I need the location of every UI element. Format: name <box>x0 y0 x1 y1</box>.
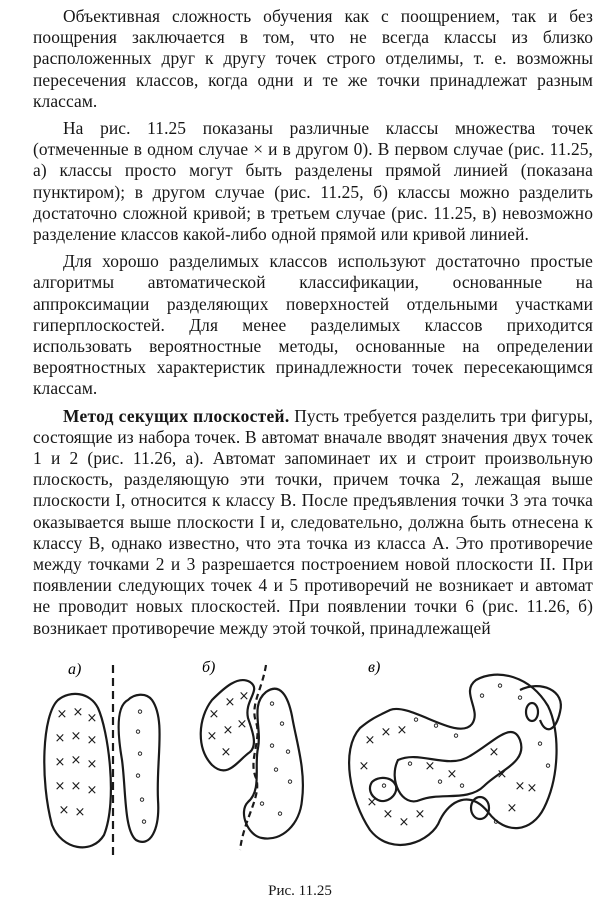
cross-marker: × <box>496 767 508 782</box>
cross-marker: × <box>206 729 218 744</box>
cross-marker: × <box>446 767 458 782</box>
cross-marker: × <box>396 723 408 738</box>
cross-marker: × <box>70 729 82 744</box>
circle-marker: ∘ <box>135 704 145 720</box>
cross-marker: × <box>58 803 70 818</box>
circle-marker: ∘ <box>515 690 525 706</box>
cross-marker: × <box>56 707 68 722</box>
cross-marker: × <box>86 711 98 726</box>
method-heading: Метод секущих плоскостей. <box>63 405 290 426</box>
paragraph-4-body: Пусть требуется разделить три фигуры, состоящие из набора точек. В автомат вначале вводят значения двух точек 1 и 2 (рис. 11.26, а). Автомат запоминает их и строит произвольную плоскость, разделяющую эти точки, причем точка 2, лежащая выше плоскости I, относится к классу B. После предъявления точки 3 эта точка оказывается выше плоскости I и, следовательно, должна быть отнесена к классу B, однако известно, что эта точка из класса A. Это противоречие между точками 2 и 3 разрешается построением новой плоскости II. При появлении следующих точек 4 и 5 противоречий не возникает и автомат не проводит новых плоскостей. При появлении точки 6 (рис. 11.26, б) возникает противоречие между этой точкой, принадлежащей <box>33 405 593 638</box>
cross-marker: × <box>70 753 82 768</box>
circle-marker: ∘ <box>267 738 277 754</box>
figure-11-25 <box>0 640 600 870</box>
cross-marker: × <box>238 689 250 704</box>
cross-marker: × <box>514 779 526 794</box>
circle-marker: ∘ <box>133 724 143 740</box>
cross-marker: × <box>224 695 236 710</box>
panel-c-small-ring <box>471 797 489 819</box>
cross-marker: × <box>54 755 66 770</box>
circle-marker: ∘ <box>285 774 295 790</box>
panel-c-tail-ring <box>526 703 538 721</box>
circle-marker: ∘ <box>491 814 501 830</box>
circle-marker: ∘ <box>137 792 147 808</box>
panel-c-outer-region <box>349 675 556 845</box>
figure-point-markers <box>55 678 553 830</box>
cross-marker: × <box>72 705 84 720</box>
cross-marker: × <box>364 733 376 748</box>
circle-marker: ∘ <box>543 758 553 774</box>
cross-marker: × <box>86 733 98 748</box>
circle-marker: ∘ <box>379 778 389 794</box>
circle-marker: ∘ <box>139 814 149 830</box>
figure-caption: Рис. 11.25 <box>268 883 332 899</box>
cross-marker: × <box>506 801 518 816</box>
panel-c-label: в) <box>368 659 381 676</box>
cross-marker: × <box>424 759 436 774</box>
circle-marker: ∘ <box>535 736 545 752</box>
paragraph-1: Объективная сложность обучения как с поощрением, так и без поощрения заключается в том, что не всегда классы из близко расположенных друг к другу точек строго отделимы, т. е. возможны пересечения классов, когда одни и те же точки принадлежат разным классам. <box>33 6 593 111</box>
circle-marker: ∘ <box>277 716 287 732</box>
circle-marker: ∘ <box>477 688 487 704</box>
paragraph-3: Для хорошо разделимых классов используют достаточно простые алгоритмы автоматической классификации, основанные на аппроксимации разделяющих поверхностей отдельными участками гиперплоскостей. Для менее разделимых классов приходится использовать вероятностные методы, основанные на определении вероятностных характеристик принадлежности точек пересекающимся классам. <box>33 251 593 399</box>
circle-marker: ∘ <box>133 768 143 784</box>
circle-marker: ∘ <box>435 774 445 790</box>
cross-marker: × <box>86 783 98 798</box>
circle-marker: ∘ <box>267 696 277 712</box>
cross-marker: × <box>222 723 234 738</box>
circle-marker: ∘ <box>411 712 421 728</box>
cross-marker: × <box>208 707 220 722</box>
cross-marker: × <box>86 757 98 772</box>
cross-marker: × <box>366 795 378 810</box>
cross-marker: × <box>414 807 426 822</box>
cross-marker: × <box>70 779 82 794</box>
circle-marker: ∘ <box>405 756 415 772</box>
circle-marker: ∘ <box>271 762 281 778</box>
cross-marker: × <box>398 815 410 830</box>
cross-marker: × <box>380 725 392 740</box>
circle-marker: ∘ <box>495 678 505 694</box>
paragraph-2: На рис. 11.25 показаны различные классы множества точек (отмеченные в одном случае × и в другом 0). В первом случае (рис. 11.25, а) классы просто могут быть разделены прямой линией (показана пунктиром); в другом случае (рис. 11.25, б) классы можно разделить достаточно сложной кривой; в третьем случае (рис. 11.25, в) невозможно разделение классов какой-либо одной прямой или кривой линией. <box>33 118 593 245</box>
circle-marker: ∘ <box>135 746 145 762</box>
cross-marker: × <box>382 807 394 822</box>
cross-marker: × <box>488 745 500 760</box>
panel-a-label: а) <box>68 661 82 678</box>
cross-marker: × <box>358 759 370 774</box>
cross-marker: × <box>74 805 86 820</box>
body-text <box>33 6 593 645</box>
cross-marker: × <box>54 731 66 746</box>
paragraph-4 <box>33 406 593 639</box>
cross-marker: × <box>220 745 232 760</box>
cross-marker: × <box>236 717 248 732</box>
panel-b-label: б) <box>202 659 216 676</box>
circle-marker: ∘ <box>275 806 285 822</box>
cross-marker: × <box>54 779 66 794</box>
circle-marker: ∘ <box>283 744 293 760</box>
circle-marker: ∘ <box>457 778 467 794</box>
cross-marker: × <box>526 781 538 796</box>
circle-marker: ∘ <box>431 718 441 734</box>
circle-marker: ∘ <box>257 796 267 812</box>
circle-marker: ∘ <box>451 728 461 744</box>
